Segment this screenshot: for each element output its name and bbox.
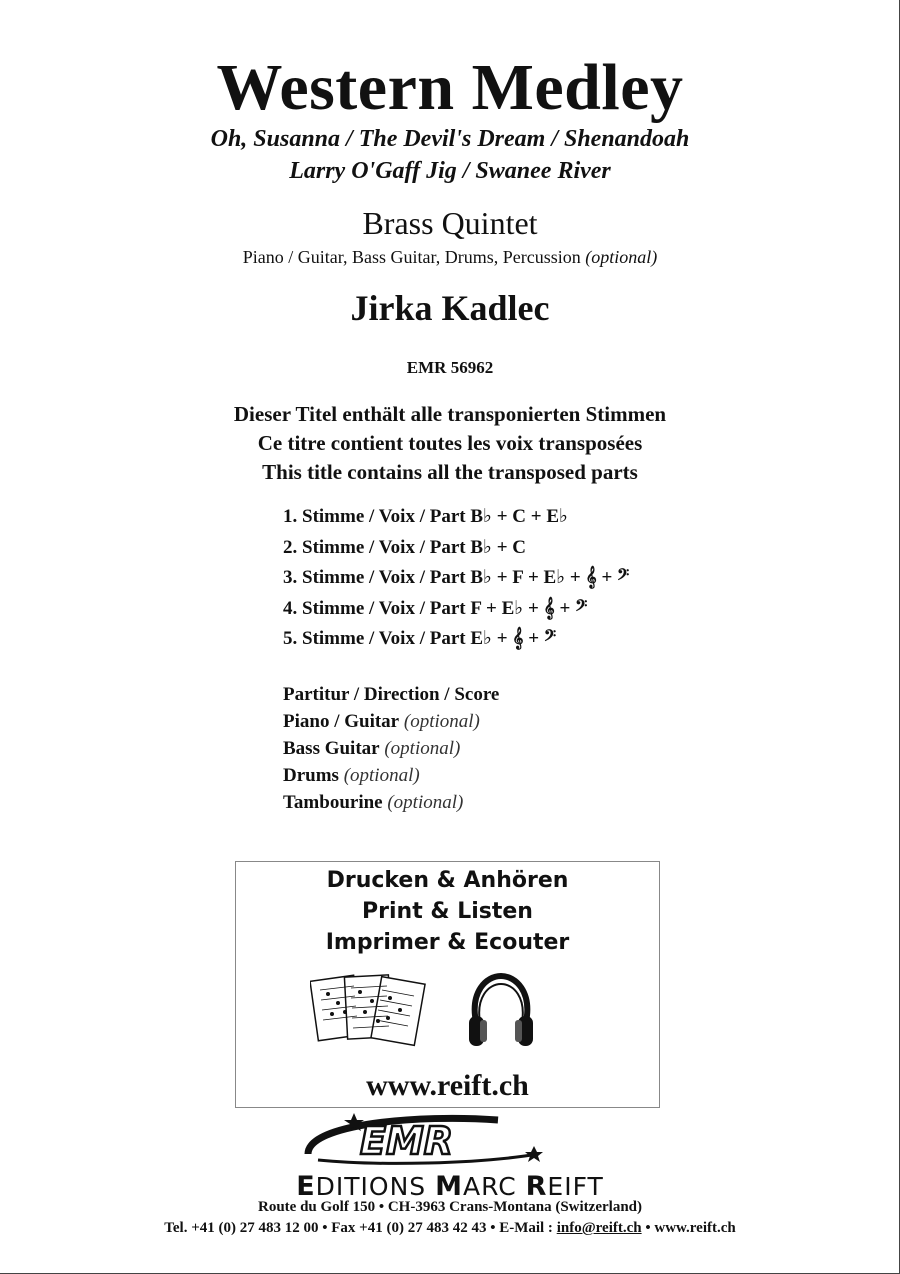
brand-part-arc: ARC xyxy=(462,1172,526,1201)
headphones-icon xyxy=(466,972,536,1050)
notice-en: This title contains all the transposed parts xyxy=(262,460,638,484)
extra-note: (optional) xyxy=(384,738,461,759)
extras-list xyxy=(283,684,499,819)
extra-note: (optional) xyxy=(403,711,480,732)
email-link[interactable]: info@reift.ch xyxy=(556,1220,642,1236)
extra-label: Bass Guitar xyxy=(283,738,380,759)
subtitle-line-1: Oh, Susanna / The Devil's Dream / Shenandoah xyxy=(210,126,690,152)
part-item: 3. Stimme / Voix / Part B♭ + F + E♭ + 𝄞 + 𝄢 xyxy=(283,567,630,588)
contact-phone-fax: Tel. +41 (0) 27 483 12 00 • Fax +41 (0) 27 483 42 43 • E-Mail : xyxy=(164,1220,557,1236)
promo-box xyxy=(235,861,660,1108)
extra-label: Piano / Guitar xyxy=(283,711,400,732)
extra-label: Drums xyxy=(283,765,339,786)
subtitle-line-2: Larry O'Gaff Jig / Swanee River xyxy=(289,158,611,184)
publisher-contact xyxy=(0,1220,900,1237)
brand-initial-m: M xyxy=(435,1171,463,1202)
emr-logo xyxy=(298,1110,560,1170)
promo-line-en: Print & Listen xyxy=(362,899,533,924)
extra-item xyxy=(283,765,499,792)
part-item: 2. Stimme / Voix / Part B♭ + C xyxy=(283,536,527,558)
part-item: 5. Stimme / Voix / Part E♭ + 𝄞 + 𝄢 xyxy=(283,628,557,649)
brand-initial-r: R xyxy=(525,1171,548,1202)
instrumentation xyxy=(0,247,900,268)
promo-line-de: Drucken & Anhören xyxy=(326,868,569,893)
extra-item xyxy=(283,738,499,765)
extra-item xyxy=(283,792,499,819)
sheet-music-icon xyxy=(310,970,426,1050)
instrumentation-optional: (optional) xyxy=(585,247,658,267)
catalog-number: EMR 56962 xyxy=(406,358,494,377)
website-link[interactable]: www.reift.ch xyxy=(366,1069,529,1102)
extra-item xyxy=(283,684,499,711)
extra-item xyxy=(283,711,499,738)
extra-note: (optional) xyxy=(387,792,464,813)
brand-part-ditions: DITIONS xyxy=(315,1172,436,1201)
extra-label: Partitur / Direction / Score xyxy=(283,684,500,705)
publisher-address: Route du Golf 150 • CH-3963 Crans-Montana (Switzerland) xyxy=(258,1199,642,1215)
composer: Jirka Kadlec xyxy=(350,288,550,328)
part-item: 1. Stimme / Voix / Part B♭ + C + E♭ xyxy=(283,506,568,527)
brand-initial-e: E xyxy=(296,1171,316,1202)
notice-fr: Ce titre contient toutes les voix transposées xyxy=(257,431,643,455)
publisher-name xyxy=(0,1171,900,1202)
promo-line-fr: Imprimer & Ecouter xyxy=(325,930,570,955)
instrumentation-list: Piano / Guitar, Bass Guitar, Drums, Percussion xyxy=(242,247,581,267)
notice-de: Dieser Titel enthält alle transponierten Stimmen xyxy=(233,402,667,426)
part-item: 4. Stimme / Voix / Part F + E♭ + 𝄞 + 𝄢 xyxy=(283,597,588,619)
logo-text: EMR xyxy=(360,1119,454,1163)
extra-label: Tambourine xyxy=(283,792,383,813)
page-title: Western Medley xyxy=(216,51,684,124)
brand-part-eift: EIFT xyxy=(547,1172,604,1201)
parts-list xyxy=(283,505,629,658)
contact-website: • www.reift.ch xyxy=(641,1220,736,1236)
ensemble: Brass Quintet xyxy=(362,205,538,241)
extra-note: (optional) xyxy=(343,765,420,786)
